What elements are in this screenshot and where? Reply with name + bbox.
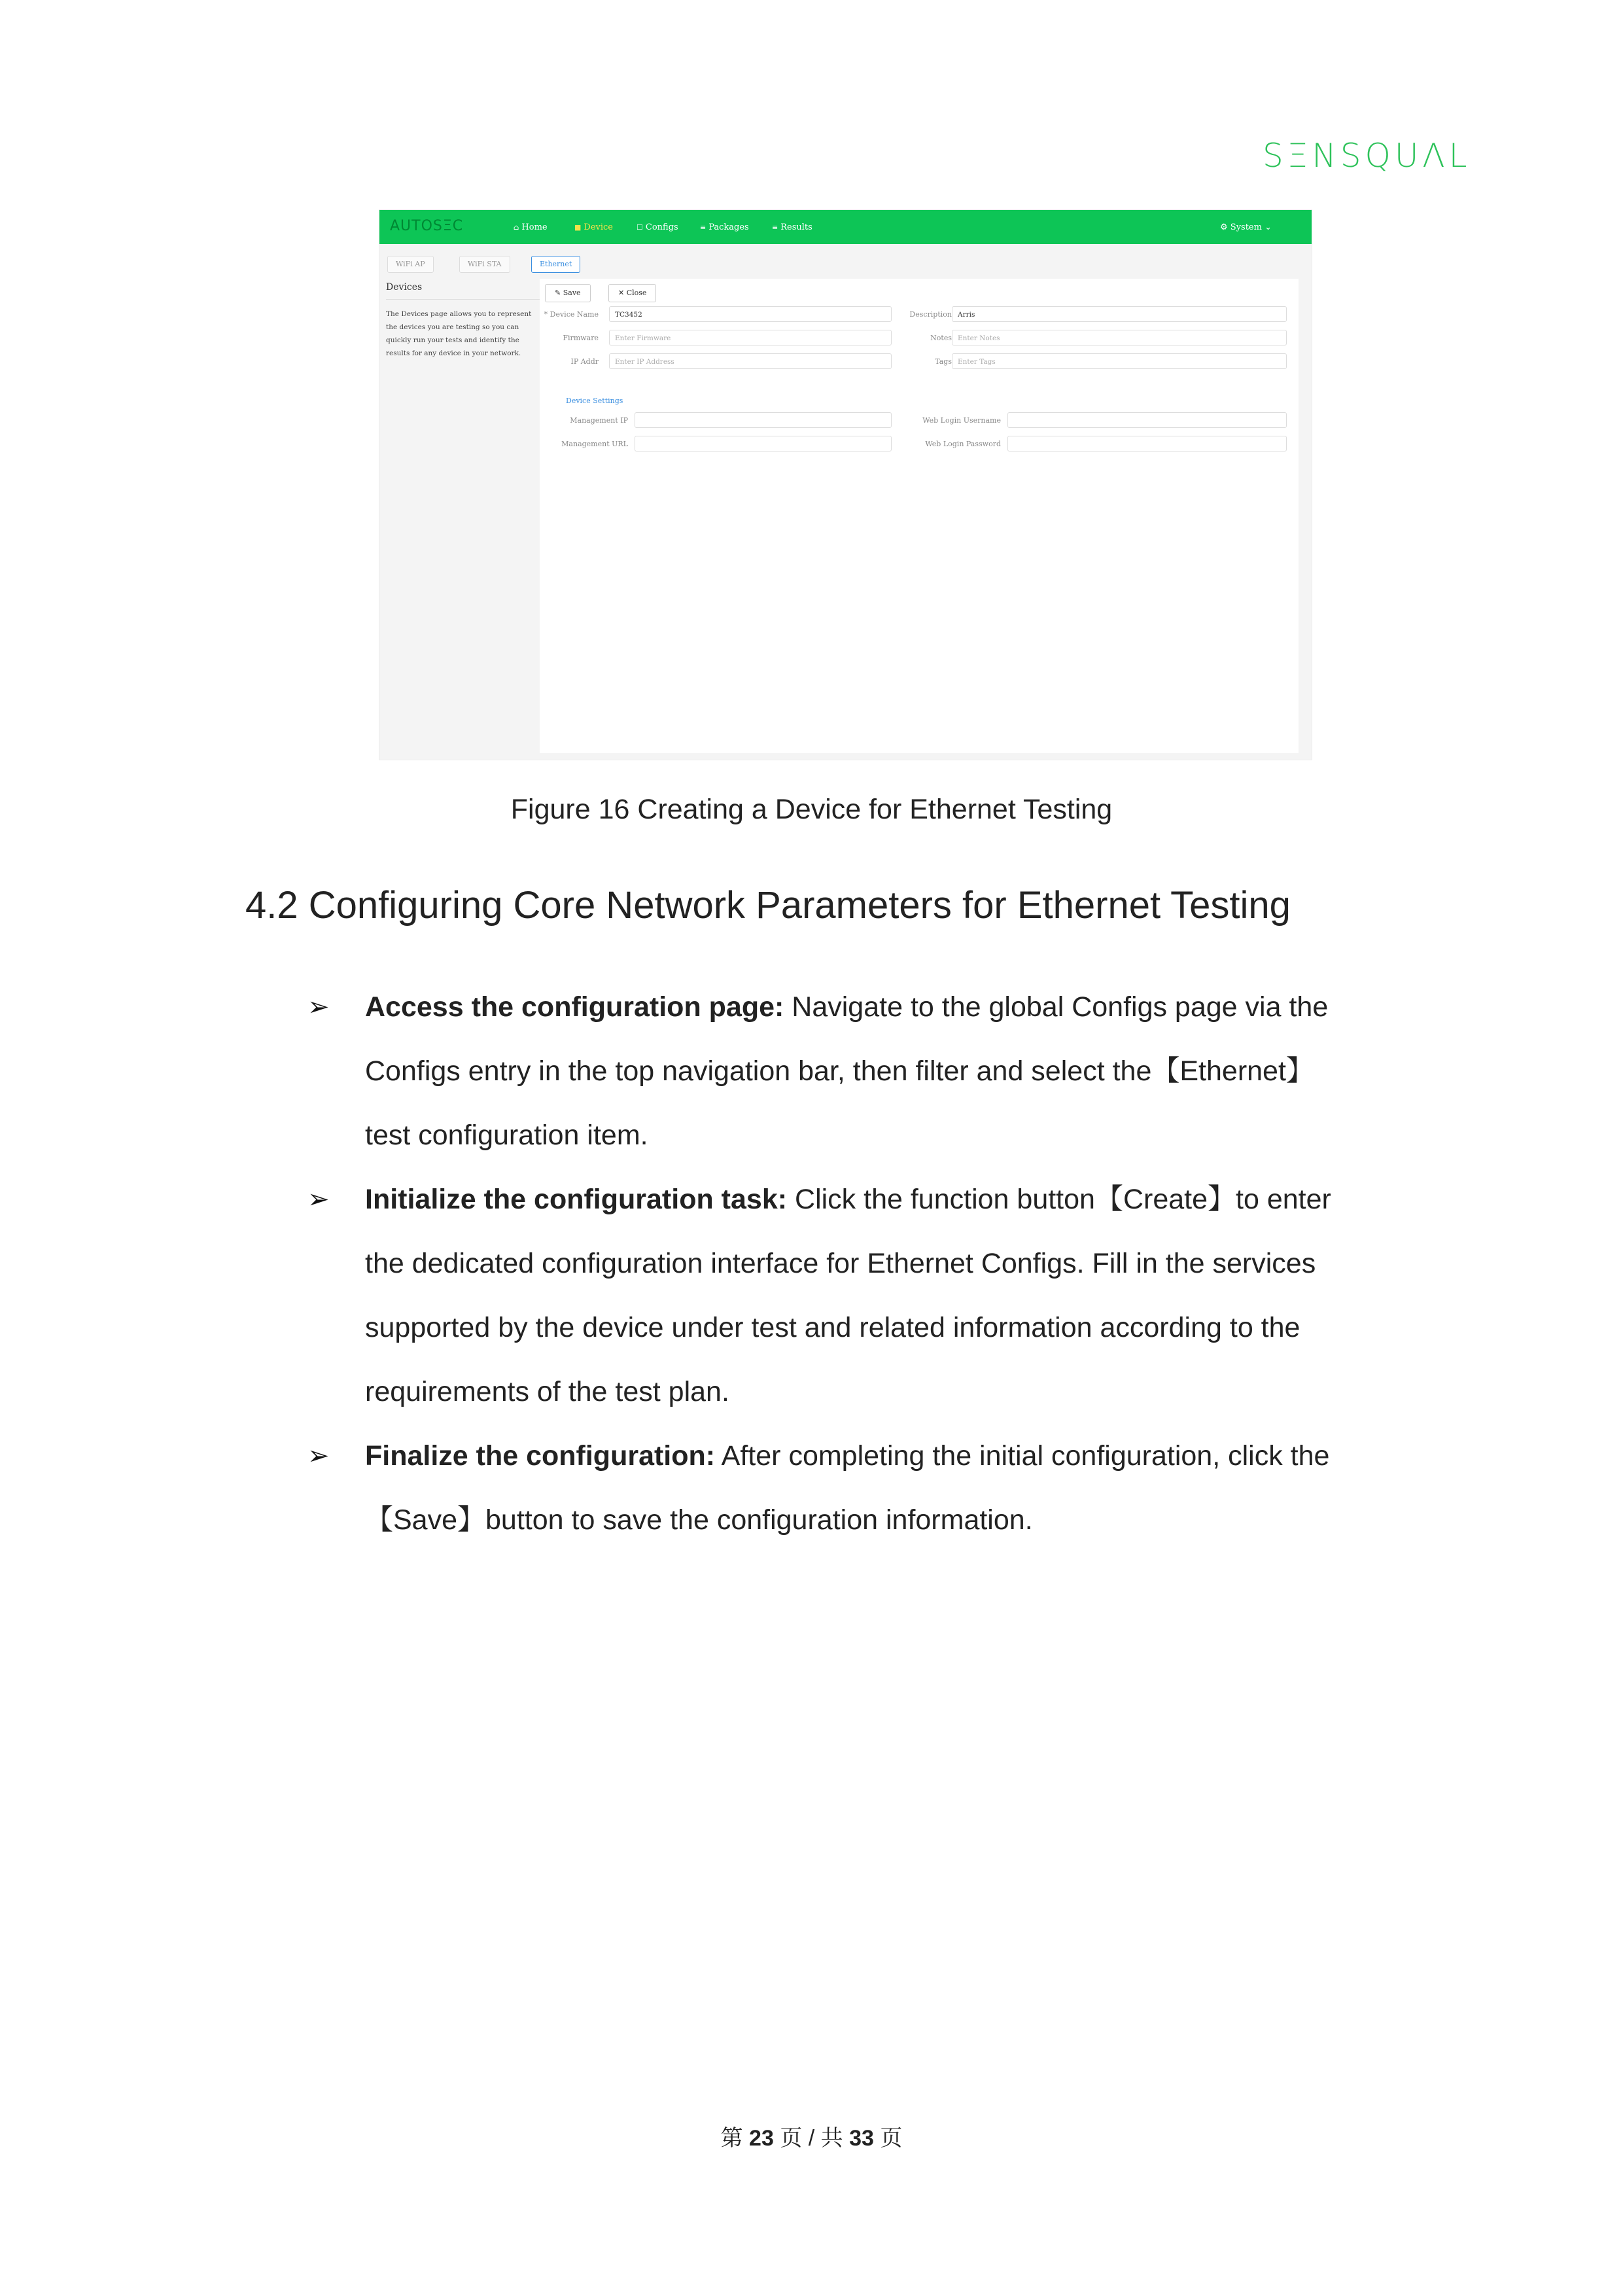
tab-ethernet[interactable]: Ethernet (531, 256, 580, 273)
nav-results[interactable]: ≡ Results (772, 222, 812, 232)
notes-input[interactable]: Enter Notes (952, 330, 1287, 345)
management-ip-label: Management IP (570, 416, 628, 425)
notes-label: Notes (930, 334, 952, 342)
device-screenshot-figure (379, 209, 1312, 760)
tab-wifi-sta[interactable]: WiFi STA (459, 256, 510, 273)
app-brand-logo: AUTOSΞC (390, 218, 464, 234)
nav-configs[interactable]: ☐ Configs (637, 222, 678, 232)
sidebar-description: The Devices page allows you to represent the devices you are testing so you can quickly run your tests and identify the results for any device in your network. (386, 310, 532, 357)
tags-input[interactable]: Enter Tags (952, 353, 1287, 369)
ip-addr-label: IP Addr (570, 357, 599, 366)
nav-packages[interactable]: ≡ Packages (700, 222, 749, 232)
sidebar-title: Devices (386, 282, 540, 300)
save-button[interactable]: ✎ Save (545, 284, 591, 302)
app-top-nav (379, 210, 1312, 244)
nav-home[interactable]: ⌂ Home (514, 222, 548, 232)
tags-label: Tags (935, 357, 952, 366)
list-item: ➢ Access the configuration page: Navigate to the global Configs page via the Configs entry in the top navigation bar, then filter and select the【Ethernet】 test configuration item. (307, 975, 1420, 1167)
management-ip-input[interactable] (635, 412, 892, 428)
firmware-input[interactable]: Enter Firmware (609, 330, 892, 345)
web-login-username-label: Web Login Username (922, 416, 1001, 425)
pencil-icon: ✎ (555, 289, 563, 297)
description-input[interactable]: Arris (952, 306, 1287, 322)
arrow-bullet-icon: ➢ (307, 1185, 330, 1214)
home-icon: ⌂ (514, 223, 519, 232)
description-label: Description (909, 310, 952, 319)
list-item: ➢ Finalize the configuration: After completing the initial configuration, click the 【Save】button to save the configuration information. (307, 1424, 1420, 1552)
devices-sidebar (386, 282, 540, 360)
management-url-label: Management URL (561, 440, 628, 448)
arrow-bullet-icon: ➢ (307, 1441, 330, 1470)
device-settings-section[interactable]: Device Settings (566, 397, 623, 405)
nav-device[interactable]: ■ Device (574, 222, 613, 232)
device-name-input[interactable]: TC3452 (609, 306, 892, 322)
packages-icon: ≡ (700, 223, 707, 232)
firmware-label: Firmware (563, 334, 599, 342)
device-form-panel (540, 279, 1299, 753)
results-icon: ≡ (772, 223, 778, 232)
figure-caption: Figure 16 Creating a Device for Ethernet Testing (510, 794, 1113, 825)
list-item: ➢ Initialize the configuration task: Click the function button【Create】to enter the dedicated configuration interface for Ethernet Configs. Fill in the services supported by the device under test and related information according to the requirements of the test plan. (307, 1167, 1420, 1424)
page-number: 第 23 页 / 共 33 页 (720, 2126, 903, 2151)
sensqual-logo: SΞNSQUΛL (1263, 137, 1471, 175)
close-icon: ✕ (618, 289, 627, 297)
arrow-bullet-icon: ➢ (307, 993, 330, 1021)
section-heading: 4.2 Configuring Core Network Parameters for Ethernet Testing (245, 884, 1291, 927)
device-name-label: * Device Name (544, 310, 599, 319)
web-login-password-label: Web Login Password (925, 440, 1001, 448)
configs-icon: ☐ (637, 223, 643, 232)
web-login-username-input[interactable] (1007, 412, 1287, 428)
tab-wifi-ap[interactable]: WiFi AP (387, 256, 434, 273)
close-button[interactable]: ✕ Close (608, 284, 656, 302)
ip-addr-input[interactable]: Enter IP Address (609, 353, 892, 369)
web-login-password-input[interactable] (1007, 436, 1287, 451)
system-menu[interactable]: ⚙ System ⌄ (1220, 222, 1272, 232)
instruction-list (307, 975, 1420, 1552)
management-url-input[interactable] (635, 436, 892, 451)
device-icon: ■ (574, 223, 582, 232)
